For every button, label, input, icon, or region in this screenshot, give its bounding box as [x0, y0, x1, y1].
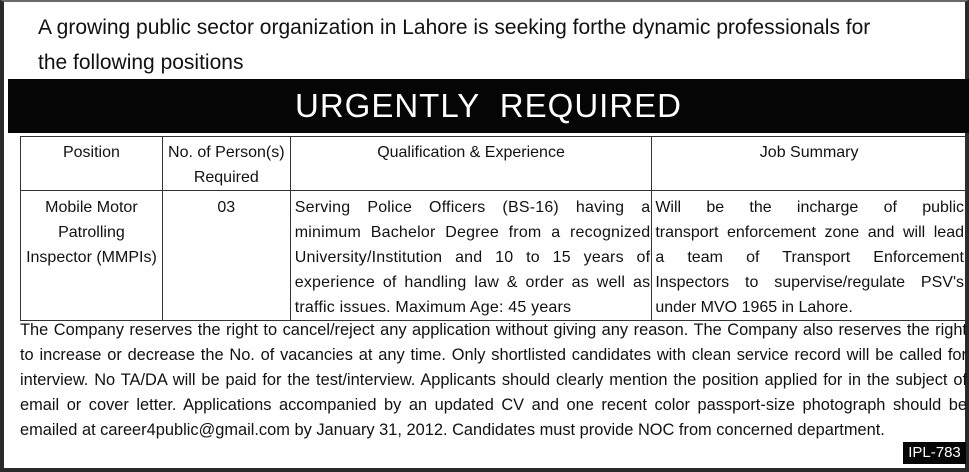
cell-position: Mobile Motor Patrolling Inspector (MMPIs)	[21, 191, 163, 321]
intro-line-1: A growing public sector organization in Lahore is seeking forthe dynamic professionals for	[38, 16, 871, 39]
banner-title: URGENTLY REQUIRED	[294, 87, 682, 124]
header-position: Position	[21, 137, 163, 191]
cell-job-summary: Will be the incharge of public transport enforcement zone and will lead a team of Transport Enforcement Inspectors to supervise/regulate PSV's under MVO 1965 in Lahore.	[652, 191, 967, 321]
intro-line-2: the following positions	[38, 51, 244, 74]
cell-qualification: Serving Police Officers (BS-16) having a minimum Bachelor Degree from a recognized University/Institution and 10 to 15 years of experience of handling law & order as well as traffic issues. Maximum Age: 45 years	[290, 191, 652, 321]
intro-text	[38, 10, 958, 80]
urgently-required-banner	[8, 79, 969, 133]
terms-paragraph: The Company reserves the right to cancel/reject any application without giving any reason. The Company also reserves the right to increase or decrease the No. of vacancies at any time. Only shortlisted candidates with clean service record will be called for interview. No TA/DA will be paid for the test/interview. Applicants should clearly mention the position applied for in the subject of email or cover letter. Applications accompanied by an updated CV and one recent color passport-size photograph should be emailed at career4public@gmail.com by January 31, 2012. Candidates must provide NOC from concerned department.	[20, 321, 967, 439]
header-qualification: Qualification & Experience	[290, 137, 652, 191]
table-row	[21, 191, 967, 321]
header-job-summary: Job Summary	[652, 137, 967, 191]
positions-table	[20, 136, 967, 321]
ad-reference-tag: IPL-783	[903, 442, 966, 464]
cell-persons: 03	[162, 191, 290, 321]
header-persons-required: No. of Person(s) Required	[162, 137, 290, 191]
table-header-row	[21, 137, 967, 191]
